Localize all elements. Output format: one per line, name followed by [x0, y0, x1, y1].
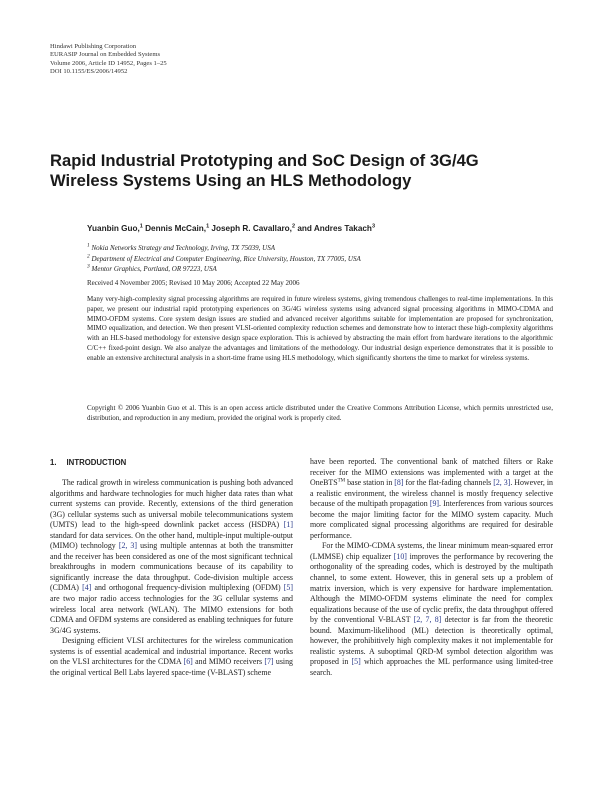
- affiliation: $^2$ Department of Electrical and Computer Engineering, Rice University, Houston, TX 77005, USA: [87, 253, 361, 263]
- section-title: INTRODUCTION: [66, 458, 127, 467]
- title-line-2: Wireless Systems Using an HLS Methodology: [50, 170, 412, 190]
- body-text: improves the performance by recovering the orthogonality of the spreading codes, which is destroyed by the multipath channel, to some extent. However, this in general sets up a problem of matrix inversion, which is very expensive for hardware implementation. Although the MIMO-OFDM systems eliminate the need for complex equalizations because of the use of cyclic prefix, the data throughput offered by the conventional V-BLAST: [310, 551, 553, 625]
- journal-header: [50, 43, 167, 77]
- citation-link[interactable]: [9]: [429, 499, 440, 509]
- left-column: [50, 478, 293, 678]
- title-line-1: Rapid Industrial Prototyping and SoC Design of 3G/4G: [50, 151, 479, 170]
- citation-link[interactable]: [2, 7, 8]: [413, 615, 442, 625]
- citation-link[interactable]: [7]: [264, 657, 274, 667]
- body-text: The radical growth in wireless communication is pushing both advanced algorithms and hardware technologies for much higher data rates than what current systems can provide. Recently, extensions of the third generation (3G) cellular systems such as universal mobile telecommunications system (UMTS) lead to the high-speed downlink packet access (HSDPA): [50, 478, 293, 530]
- citation-link[interactable]: [2, 3]: [118, 541, 137, 551]
- author: Joseph R. Cavallaro,: [211, 224, 292, 233]
- body-text: are two major radio access technologies for the 3G cellular systems and wireless local area network (WLAN). The MIMO extensions for both CDMA and OFDM systems are considered as enabling techniques for future 3G/4G systems.: [50, 594, 293, 635]
- affiliation: $^3$ Mentor Graphics, Portland, OR 97223, USA: [87, 263, 217, 273]
- journal-name: EURASIP Journal on Embedded Systems: [50, 51, 161, 59]
- received-dates: Received 4 November 2005; Revised 10 May 2006; Accepted 22 May 2006: [87, 279, 300, 287]
- body-text: and orthogonal frequency-division multiplexing (OFDM): [91, 583, 284, 593]
- citation-link[interactable]: [2, 3]: [493, 478, 511, 488]
- volume-info: Volume 2006, Article ID 14952, Pages 1–25: [50, 59, 167, 67]
- author-affiliation-mark: 3: [371, 223, 375, 230]
- body-text: using the original vertical Bell Labs layered space-time (V-BLAST) scheme: [50, 657, 293, 677]
- author-affiliation-mark: 2: [291, 223, 296, 230]
- paragraph: [310, 457, 553, 541]
- publisher: Hindawi Publishing Corporation: [50, 43, 137, 50]
- trademark-mark: TM: [337, 478, 346, 484]
- body-text: For the MIMO-CDMA systems, the linear minimum mean-squared error (LMMSE) chip equalizer: [310, 541, 553, 561]
- author-list: [87, 224, 375, 233]
- citation-link[interactable]: [5]: [351, 657, 361, 667]
- body-text: using multiple antennas at both the transmitter and the receiver has been considered as one of the most significant technical breakthroughs in modern communications because of its capability to significantly increase the data throughput. Code-division multiple access (CDMA): [50, 541, 294, 593]
- body-text: detector is far from the theoretic bound. Maximum-likelihood (ML) detection is theoretically optimal, however, the prohibitively high complexity makes it not implementable for realistic systems. A suboptimal QRD-M symbol detection algorithm was proposed in: [310, 615, 554, 667]
- section-number: 1.: [50, 458, 57, 467]
- body-text: . However, in a realistic environment, the wireless channel is mostly frequency selective because of the multipath propagation: [310, 478, 553, 509]
- paragraph: [50, 478, 293, 636]
- affiliation: $^1$ Nokia Networks Strategy and Technology, Irving, TX 75039, USA: [87, 242, 275, 252]
- citation-link[interactable]: [4]: [82, 583, 92, 593]
- copyright-notice: Copyright © 2006 Yuanbin Guo et al. This is an open access article distributed under the Creative Commons Attribution License, which permits unrestricted use, distribution, and reproduction in any medium, provided the original work is properly cited.: [87, 404, 553, 422]
- citation-link[interactable]: [5]: [283, 583, 293, 593]
- body-text: and MIMO receivers: [192, 657, 265, 667]
- body-text: Designing efficient VLSI architectures for the wireless communication systems is of essential academical and industrial importance. Recent works on the VLSI architectures for the CDMA: [50, 636, 293, 667]
- body-text: standard for data services. On the other hand, multiple-input multiple-output (MIMO) technology: [50, 530, 293, 551]
- author: Dennis McCain,: [145, 224, 207, 233]
- author-affiliation-mark: 1: [139, 223, 143, 230]
- citation-link[interactable]: [1]: [283, 520, 293, 530]
- author: Yuanbin Guo,: [87, 224, 140, 233]
- body-text: have been reported. The conventional bank of matched filters or Rake receiver for the MIMO extensions was implemented with a target at the OneBTS: [310, 457, 553, 488]
- author: and Andres Takach: [297, 224, 372, 233]
- section-heading: [50, 458, 126, 467]
- right-column: [310, 457, 553, 678]
- doi: DOI 10.1155/ES/2006/14952: [50, 68, 128, 76]
- affiliations: [87, 243, 361, 275]
- citation-link[interactable]: [10]: [393, 551, 407, 561]
- abstract: Many very-high-complexity signal processing algorithms are required in future wireless systems, giving tremendous challenges to real-time implementations. In this paper, we present our industrial rapid prototyping experiences on 3G/4G wireless systems using advanced signal processing algorithms in MIMO-CDMA and MIMO-OFDM systems. Core system design issues are studied and advanced receiver algorithms suitable for implementation are proposed for synchronization, MIMO equalization, and detection. We then present VLSI-oriented complexity reduction schemes and demonstrate how to interact these high-complexity algorithms with an HLS-based methodology for extensive design space exploration. This is achieved by abstracting the main effort from hardware iterations to the algorithmic C/C++ fixed-point design. We also analyze the advantages and limitations of the methodology. Our industrial design experience demonstrates that it is possible to enable an extensive architectural analysis in a short-time frame using HLS methodology, which significantly shortens the time to market for wireless systems.: [87, 295, 553, 362]
- paragraph: [50, 636, 293, 678]
- body-text: . Interferences from various sources become the major limiting factor for the MIMO system capacity. Much more complicated signal processing algorithms are required for desirable performance.: [310, 499, 553, 540]
- citation-link[interactable]: [6]: [183, 657, 193, 667]
- author-affiliation-mark: 1: [206, 223, 210, 230]
- paragraph: [310, 541, 553, 678]
- paper-title: [50, 151, 520, 190]
- citation-link[interactable]: [8]: [394, 478, 404, 488]
- body-text: base station in: [345, 478, 395, 488]
- body-text: which approaches the ML performance using limited-tree search.: [310, 657, 553, 677]
- body-text: for the flat-fading channels: [403, 478, 494, 488]
